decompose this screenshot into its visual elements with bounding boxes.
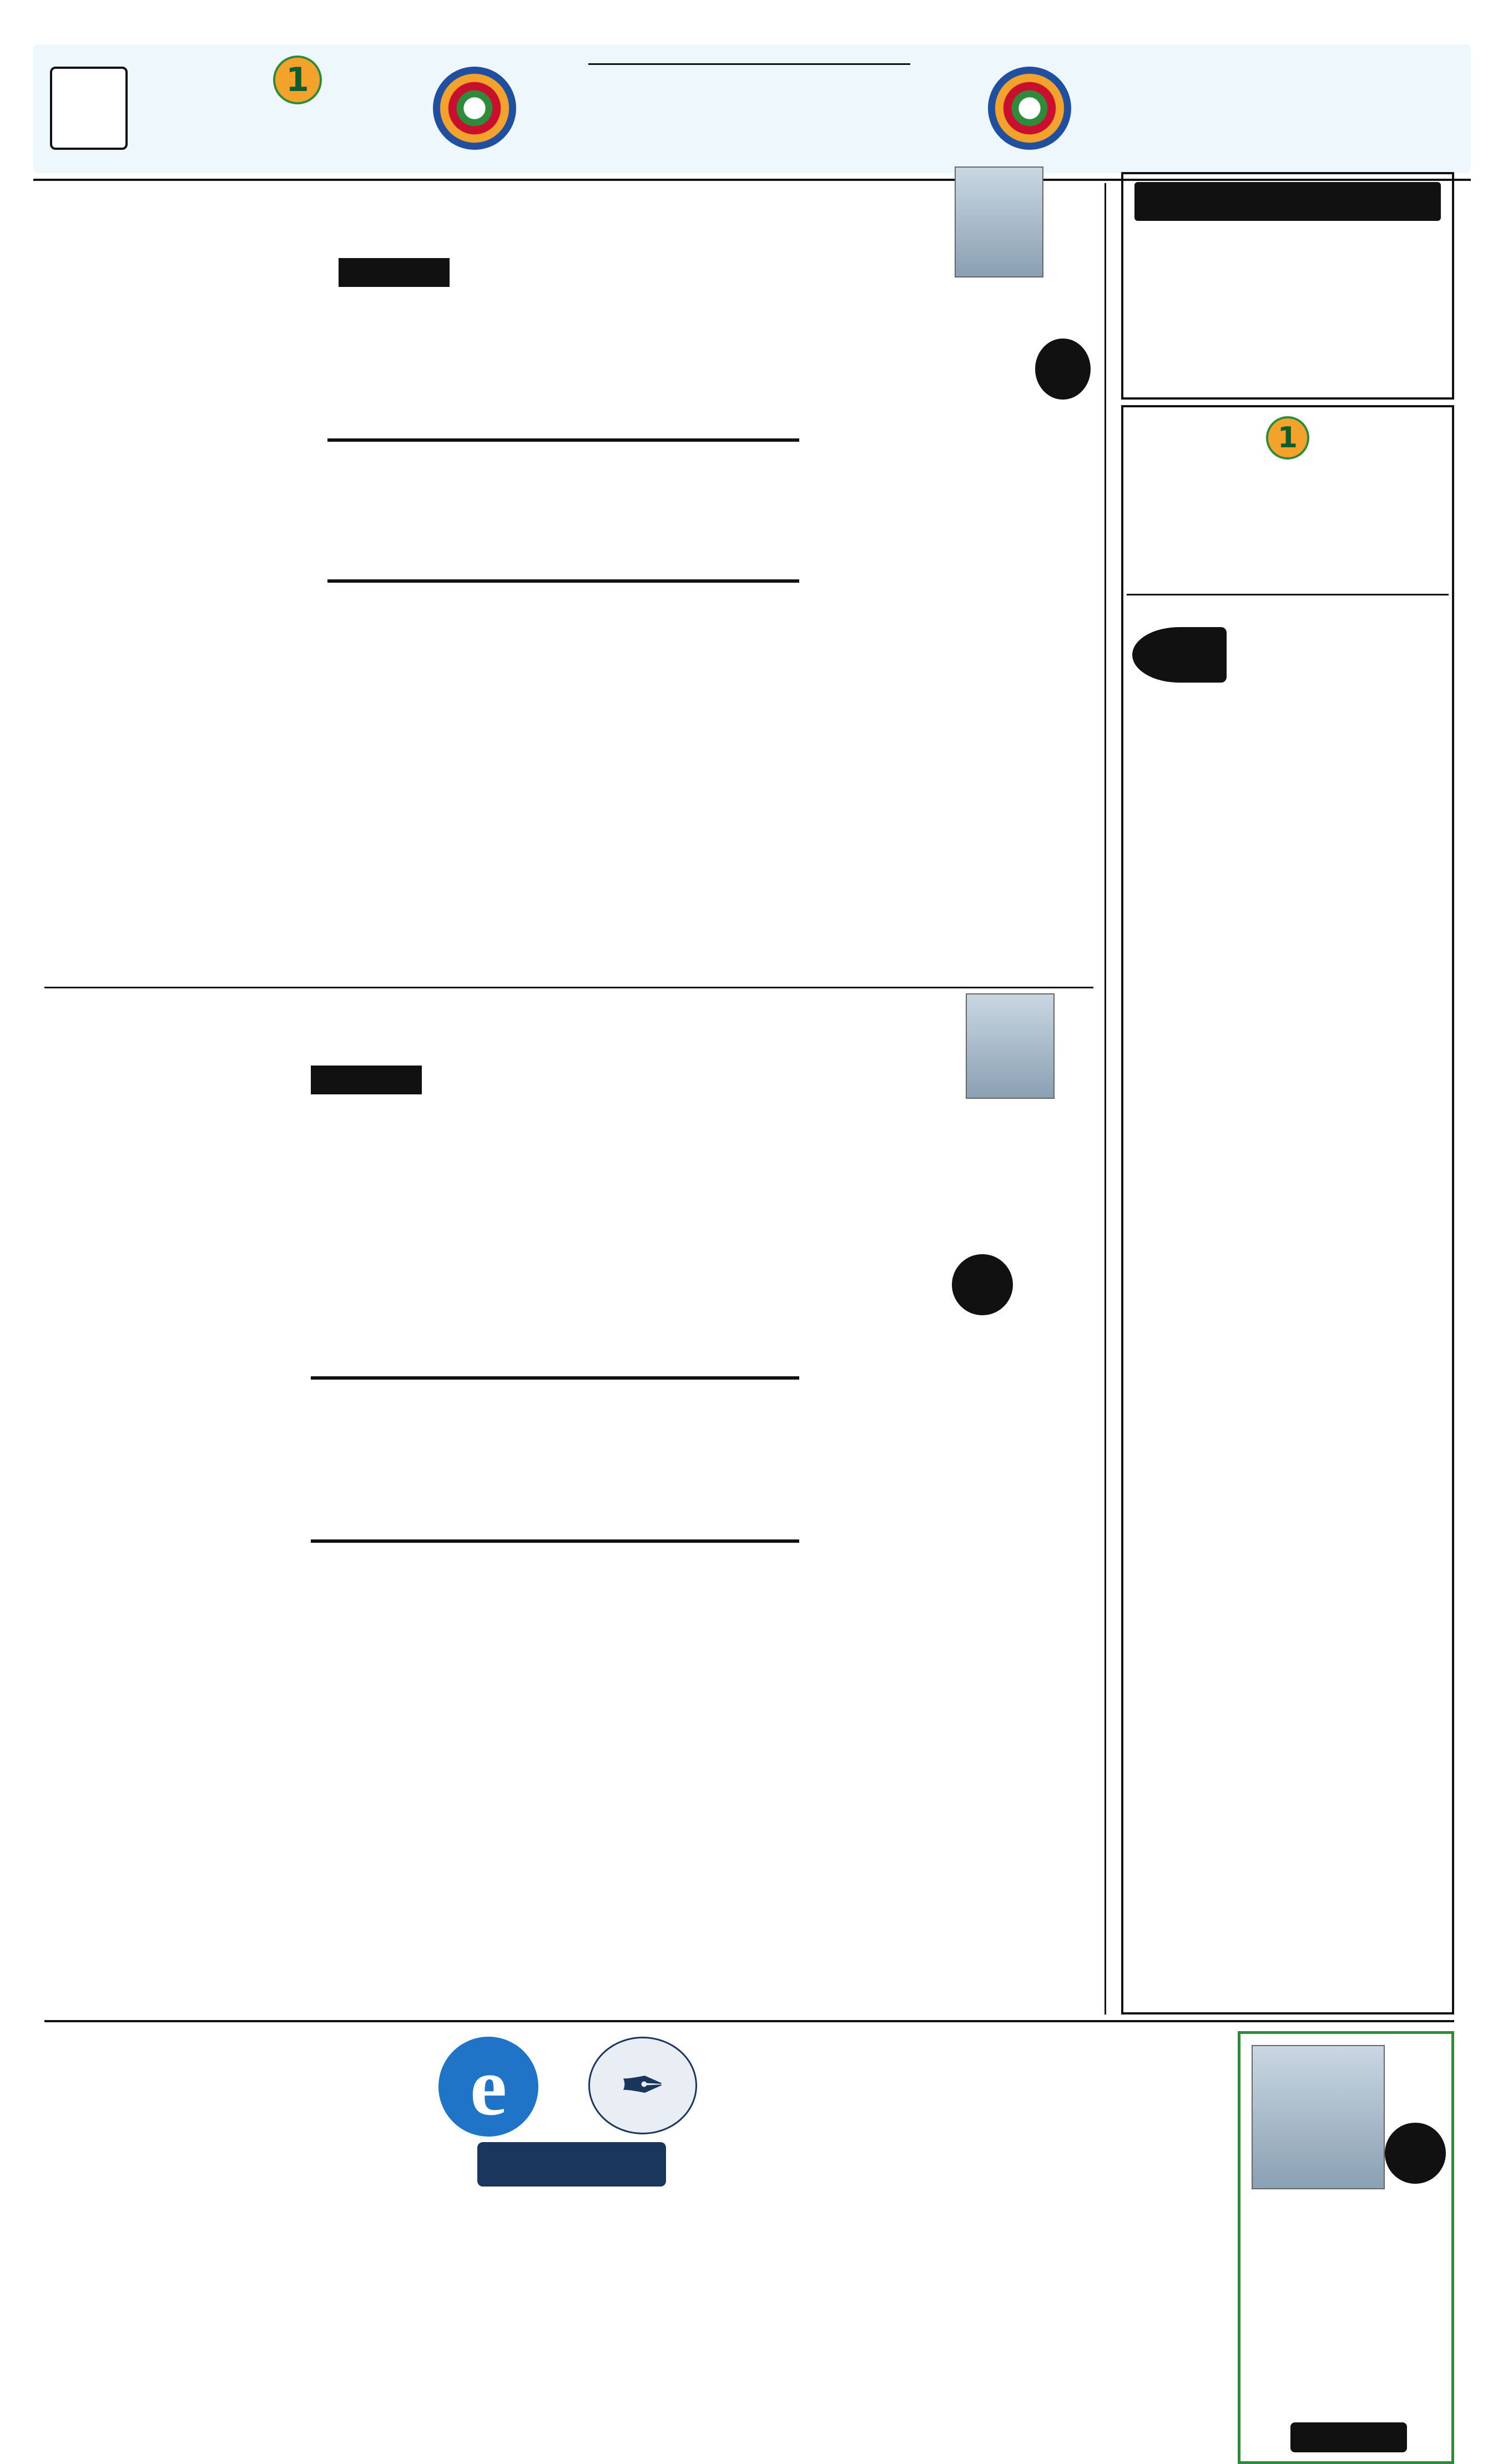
- lead-tag: [1035, 339, 1091, 400]
- lead-col-4b: [438, 588, 599, 982]
- lead-col-3b: [605, 588, 766, 982]
- page-number-badge: [50, 67, 128, 150]
- second-col-6: [44, 1071, 222, 1754]
- letters-col-4: [44, 2031, 244, 2353]
- lead-col-3: [605, 261, 766, 427]
- lead-col-5: [250, 289, 427, 427]
- aaina-label: [1385, 2123, 1446, 2184]
- editorial-tag: [1132, 627, 1227, 683]
- lead-col-4: [438, 261, 599, 427]
- lead-col-5b: [250, 588, 427, 982]
- lead-author-photo: [955, 166, 1043, 277]
- aaina-poet: [1290, 2422, 1407, 2452]
- emblem-left-icon: [433, 67, 516, 150]
- second-col-6b: [44, 1765, 222, 2014]
- quotes-attribution: [1123, 221, 1452, 226]
- aaina-poet-photo: [1252, 2045, 1385, 2189]
- letters-col-2: [433, 2220, 705, 2464]
- second-col-5: [233, 1104, 394, 1360]
- logo-circle-icon: 1: [273, 55, 322, 104]
- second-column-label: [311, 1066, 422, 1094]
- second-col-1a: [1021, 1138, 1088, 1249]
- lead-col-6: [44, 261, 239, 938]
- quotes-title: [1134, 182, 1441, 221]
- second-tag: [952, 1254, 1013, 1315]
- lead-col-1: [944, 405, 1088, 982]
- california-col-2: [888, 2076, 1049, 2442]
- second-col-4b: [405, 1559, 566, 2014]
- second-col-1b: [910, 1326, 1088, 2014]
- aaina-box: [1238, 2031, 1454, 2464]
- lead-column-label: [339, 258, 450, 287]
- sahara-logo: [139, 55, 416, 166]
- second-col-3: [572, 1071, 733, 1360]
- quotes-box: [1121, 172, 1454, 400]
- letters-col-1: [716, 2031, 877, 2464]
- second-headline: [56, 993, 921, 1066]
- letters-title: [477, 2142, 666, 2187]
- second-col-3b: [572, 1559, 733, 2014]
- editorial-title-block: [555, 55, 944, 73]
- quotes-text: [1123, 226, 1452, 233]
- second-col-4: [405, 1071, 566, 1360]
- editorial-body: [1132, 705, 1443, 1965]
- editorial-logo-block: [1177, 416, 1399, 533]
- second-pull-quote: [311, 1376, 799, 1543]
- emblem-right-icon: [988, 67, 1071, 150]
- second-author-photo: [966, 993, 1055, 1099]
- editorial-body-top: [1238, 602, 1443, 702]
- lead-headline: [44, 176, 905, 260]
- lead-col-2: [774, 261, 935, 982]
- letters-e-icon: e: [438, 2037, 538, 2137]
- letters-col-3: [255, 2031, 422, 2464]
- second-col-5b: [233, 1559, 394, 2014]
- editorial-logo-circle-icon: 1: [1266, 416, 1309, 460]
- second-col-2: [738, 1071, 899, 2014]
- letters-banner: [433, 2031, 705, 2214]
- california-col-1: [1060, 2076, 1221, 2442]
- lead-pull-quote: [327, 438, 799, 583]
- letters-pen-icon: ✒: [588, 2037, 697, 2134]
